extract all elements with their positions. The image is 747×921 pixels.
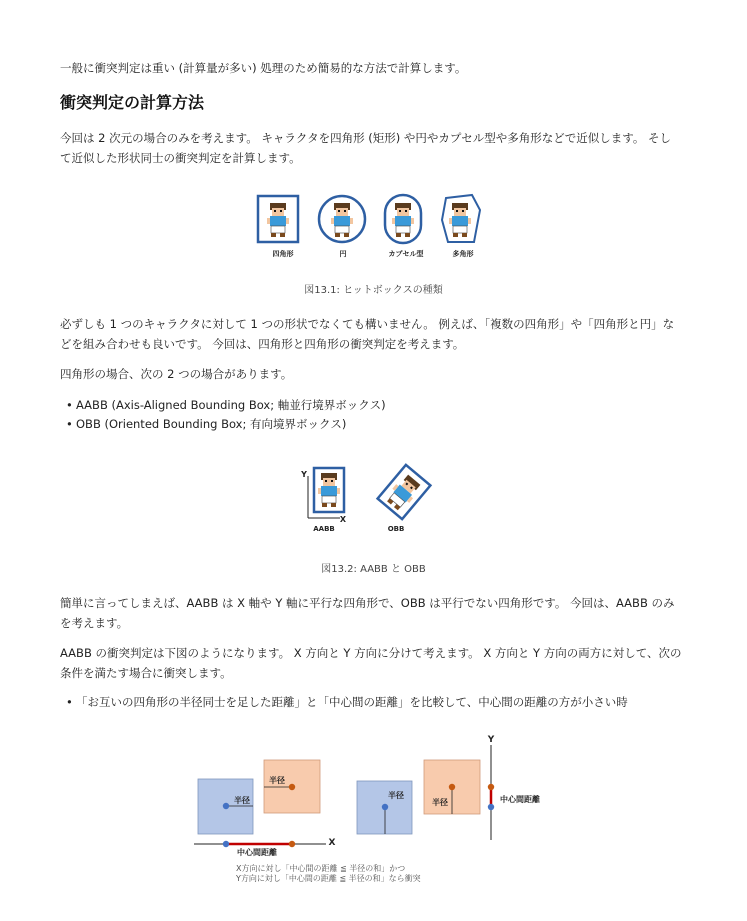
aabb-obb-figure bbox=[296, 462, 446, 524]
paragraph-aabb-collision: AABB の衝突判定は下図のようになります。 X 方向と Y 方向に分けて考えます。 X 方向と Y 方向の両方に対して、次の条件を満たす場合に衝突します。 bbox=[60, 646, 682, 680]
intro-paragraph: 一般に衝突判定は重い (計算量が多い) 処理のため簡易的な方法で計算します。 bbox=[60, 61, 467, 75]
figure-13-1-caption: 図13.1: ヒットボックスの種類 bbox=[304, 285, 443, 296]
collision-axis-x-label: X bbox=[328, 838, 336, 848]
bullet-dot: • bbox=[66, 398, 73, 412]
figure-13-2-caption: 図13.2: AABB と OBB bbox=[321, 564, 426, 575]
center-distance-label-y: 中心間距離 bbox=[500, 795, 540, 804]
radius-label-left-blue: 半径 bbox=[234, 796, 250, 805]
paragraph-aabb-obb: 簡単に言ってしまえば、AABB は X 軸や Y 軸に平行な四角形で、OBB は平行でない四角形です。 今回は、AABB のみを考えます。 bbox=[60, 596, 675, 630]
collision-note-line-1: X方向に対し「中心間の距離 ≦ 半径の和」かつ bbox=[236, 864, 406, 873]
bullet-condition bbox=[66, 693, 628, 711]
radius-label-left-orange: 半径 bbox=[269, 776, 285, 785]
bullet-aabb bbox=[66, 396, 386, 414]
obb-label: OBB bbox=[387, 525, 405, 533]
bullet-aabb-text: AABB (Axis-Aligned Bounding Box; 軸並行境界ボックス) bbox=[76, 398, 386, 412]
collision-note-line-2: Y方向に対し「中心間の距離 ≦ 半径の和」なら衝突 bbox=[236, 874, 421, 883]
hitbox-types-figure bbox=[250, 192, 490, 252]
center-distance-label-x: 中心間距離 bbox=[237, 848, 277, 857]
section-heading: 衝突判定の計算方法 bbox=[60, 93, 205, 112]
hitbox-label-polygon: 多角形 bbox=[452, 250, 474, 258]
aabb-axis-x-label: X bbox=[339, 515, 347, 524]
paragraph-shapes: 今回は 2 次元の場合のみを考えます。 キャラクタを四角形 (矩形) や円やカプセル型や多角形などで近似します。 そして近似した形状同士の衝突判定を計算します。 bbox=[60, 131, 672, 165]
paragraph-combination: 必ずしも 1 つのキャラクタに対して 1 つの形状でなくても構いません。 例えば、「複数の四角形」や「四角形と円」などを組み合わせも良いです。 今回は、四角形と四角形の衝突判定を考えます。 bbox=[60, 317, 675, 351]
bullet-dot: • bbox=[66, 695, 73, 709]
aabb-axis-y-label: Y bbox=[301, 470, 307, 479]
bullet-dot: • bbox=[66, 417, 73, 431]
collision-axis-y-label: Y bbox=[487, 735, 495, 745]
hitbox-label-rect: 四角形 bbox=[272, 250, 294, 258]
hitbox-label-circle: 円 bbox=[339, 250, 347, 258]
hitbox-label-capsule: カプセル型 bbox=[388, 250, 424, 258]
paragraph-rect-cases: 四角形の場合、次の 2 つの場合があります。 bbox=[60, 367, 293, 381]
bullet-obb-text: OBB (Oriented Bounding Box; 有向境界ボックス) bbox=[76, 417, 347, 431]
aabb-label: AABB bbox=[313, 525, 335, 533]
radius-label-right-blue: 半径 bbox=[388, 791, 404, 800]
bullet-obb bbox=[66, 415, 346, 433]
radius-label-right-orange: 半径 bbox=[432, 798, 448, 807]
bullet-condition-text: 「お互いの四角形の半径同士を足した距離」と「中心間の距離」を比較して、中心間の距離の方が小さい時 bbox=[76, 695, 628, 709]
